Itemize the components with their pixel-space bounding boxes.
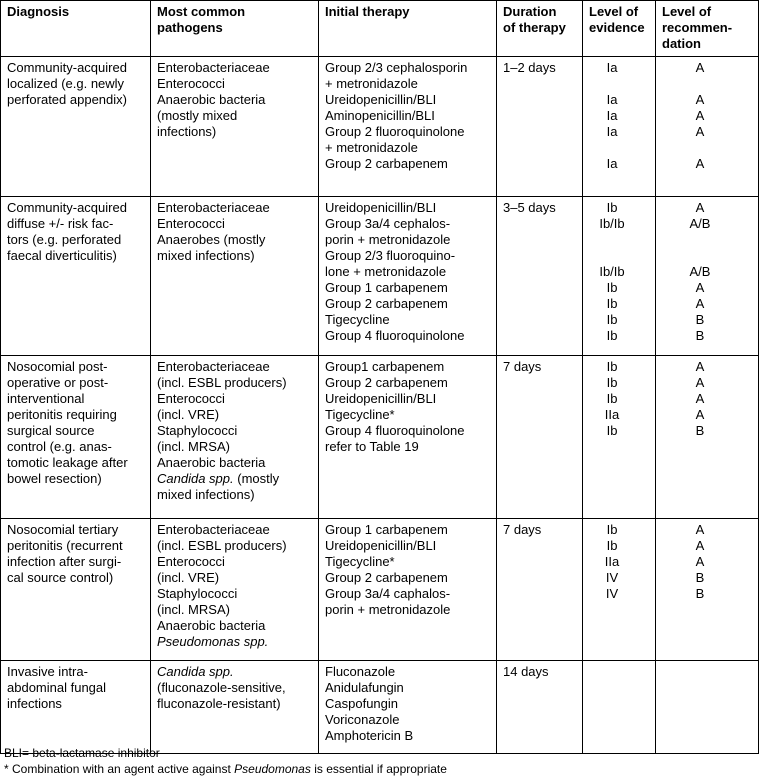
duration-cell: 7 days xyxy=(497,356,583,519)
pathogens-cell: Enterobacteriaceae Enterococci Anaerobes (mostly mixed infections) xyxy=(151,197,319,356)
diagnosis-cell: Nosocomial post- operative or post- interventional peritonitis requiring surgical source control (e.g. anas- tomotic leakage after bowel resection) xyxy=(1,356,151,519)
duration-cell: 3–5 days xyxy=(497,197,583,356)
table-row xyxy=(1,356,759,519)
evidence-cell xyxy=(583,661,656,754)
recommendation-cell: A A A A A xyxy=(656,57,759,197)
therapy-cell: Ureidopenicillin/BLI Group 3a/4 cephalos- porin + metronidazole Group 2/3 fluoroquino- lone + metronidazole Group 1 carbapenem Group 2 carbapenem Tigecycline Group 4 fluoroquinolone xyxy=(319,197,497,356)
table-row xyxy=(1,661,759,754)
pathogens-cell: Candida spp. (fluconazole-sensitive, fluconazole-resistant) xyxy=(151,661,319,754)
footnotes xyxy=(4,746,447,778)
header-row xyxy=(1,1,759,57)
recommendation-cell: A A A A B xyxy=(656,356,759,519)
therapy-cell: Group 1 carbapenem Ureidopenicillin/BLI Tigecycline* Group 2 carbapenem Group 3a/4 caphalos- porin + metronidazole xyxy=(319,519,497,661)
table-row xyxy=(1,519,759,661)
header-evidence: Level of evidence xyxy=(583,1,656,57)
footnote-star: * Combination with an agent active against Pseudomonas is essential if appropriate xyxy=(4,762,447,776)
duration-cell: 1–2 days xyxy=(497,57,583,197)
pathogens-cell: Enterobacteriaceae Enterococci Anaerobic bacteria (mostly mixed infections) xyxy=(151,57,319,197)
evidence-cell: Ib Ib Ib IIa Ib xyxy=(583,356,656,519)
duration-cell: 7 days xyxy=(497,519,583,661)
therapy-cell: Group 2/3 cephalosporin + metronidazole Ureidopenicillin/BLI Aminopenicillin/BLI Group 2 fluoroquinolone + metronidazole Group 2 carbapenem xyxy=(319,57,497,197)
recommendation-cell: A A A B B xyxy=(656,519,759,661)
therapy-cell: Group1 carbapenem Group 2 carbapenem Ureidopenicillin/BLI Tigecycline* Group 4 fluoroquinolone refer to Table 19 xyxy=(319,356,497,519)
pathogens-cell: Enterobacteriaceae (incl. ESBL producers) Enterococci (incl. VRE) Staphylococci (incl. MRSA) Anaerobic bacteria Pseudomonas spp. xyxy=(151,519,319,661)
diagnosis-cell: Nosocomial tertiary peritonitis (recurrent infection after surgi- cal source control) xyxy=(1,519,151,661)
header-recommendation: Level of recommen- dation xyxy=(656,1,759,57)
footnote-bli: BLI= beta-lactamase inhibitor xyxy=(4,746,160,760)
table-row xyxy=(1,57,759,197)
therapy-cell: Fluconazole Anidulafungin Caspofungin Voriconazole Amphotericin B xyxy=(319,661,497,754)
evidence-cell: Ia Ia Ia Ia Ia xyxy=(583,57,656,197)
diagnosis-cell: Community-acquired diffuse +/- risk fac- tors (e.g. perforated faecal diverticulitis) xyxy=(1,197,151,356)
pathogens-cell: Enterobacteriaceae (incl. ESBL producers) Enterococci (incl. VRE) Staphylococci (incl. MRSA) Anaerobic bacteria Candida spp. (mostly mixed infections) xyxy=(151,356,319,519)
header-pathogens: Most common pathogens xyxy=(151,1,319,57)
recommendation-cell xyxy=(656,661,759,754)
diagnosis-cell: Community-acquired localized (e.g. newly perforated appendix) xyxy=(1,57,151,197)
evidence-cell: Ib Ib IIa IV IV xyxy=(583,519,656,661)
header-diagnosis: Diagnosis xyxy=(1,1,151,57)
diagnosis-cell: Invasive intra- abdominal fungal infections xyxy=(1,661,151,754)
header-duration: Duration of therapy xyxy=(497,1,583,57)
recommendation-cell: A A/B A/B A A B B xyxy=(656,197,759,356)
evidence-cell: Ib Ib/Ib Ib/Ib Ib Ib Ib Ib xyxy=(583,197,656,356)
duration-cell: 14 days xyxy=(497,661,583,754)
table-row xyxy=(1,197,759,356)
header-therapy: Initial therapy xyxy=(319,1,497,57)
